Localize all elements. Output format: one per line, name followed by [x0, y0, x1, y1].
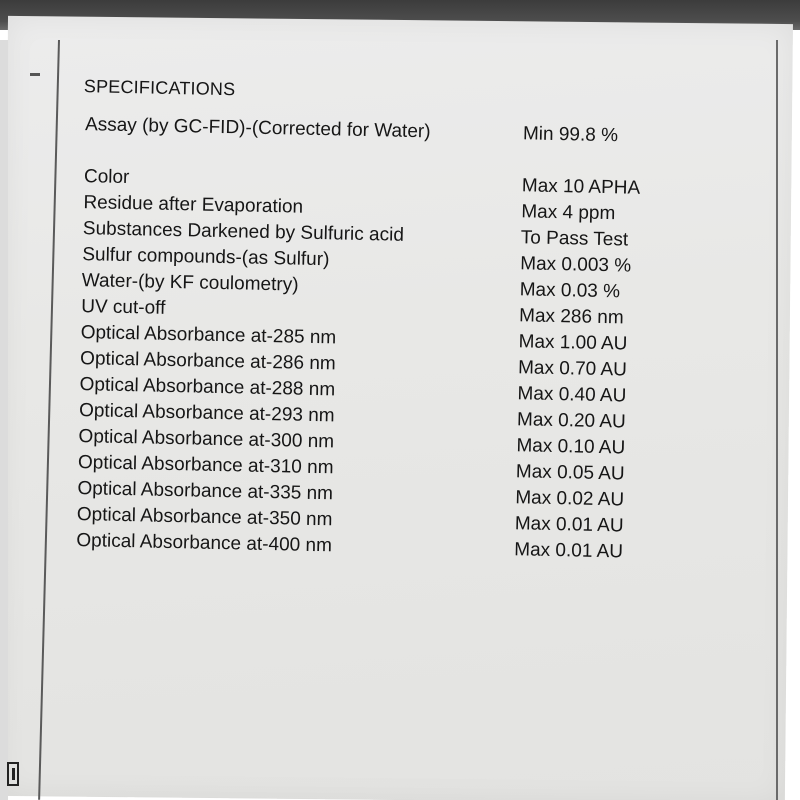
spec-value: Max 0.01 AU [514, 513, 624, 537]
spec-value: Max 286 nm [518, 305, 624, 329]
spec-value: Max 1.00 AU [518, 331, 628, 355]
spec-parameter: UV cut-off [81, 296, 166, 319]
spec-parameter: Color [83, 166, 130, 189]
spec-parameter: Assay (by GC-FID)-(Corrected for Water) [84, 114, 431, 143]
spec-parameter: Optical Absorbance at-310 nm [77, 452, 334, 479]
spec-value: Max 0.003 % [520, 253, 632, 277]
spec-parameter: Optical Absorbance at-288 nm [79, 374, 336, 401]
spec-parameter: Optical Absorbance at-286 nm [79, 348, 336, 375]
spec-value: To Pass Test [520, 227, 629, 251]
spec-value: Max 0.03 % [519, 279, 621, 303]
spec-value: Max 0.40 AU [517, 383, 627, 407]
spec-value: Max 0.20 AU [516, 409, 626, 433]
spec-row [85, 113, 765, 153]
spec-value: Max 0.02 AU [515, 487, 625, 511]
spec-value: Max 10 APHA [521, 175, 641, 199]
spec-value: Max 4 ppm [521, 201, 616, 225]
spec-parameter: Optical Absorbance at-350 nm [76, 504, 333, 531]
spec-parameter: Optical Absorbance at-285 nm [80, 322, 337, 349]
spec-parameter: Optical Absorbance at-335 nm [77, 478, 334, 505]
spec-value: Max 0.01 AU [514, 539, 624, 563]
page-title: SPECIFICATIONS [83, 76, 236, 100]
spec-parameter: Optical Absorbance at-293 nm [78, 400, 335, 427]
spec-value: Max 0.05 AU [515, 461, 625, 485]
spec-parameter: Water-(by KF coulometry) [81, 270, 299, 296]
spec-parameter: Substances Darkened by Sulfuric acid [82, 218, 405, 246]
spec-parameter: Optical Absorbance at-300 nm [78, 426, 335, 453]
spec-value: Max 0.10 AU [516, 435, 626, 459]
spec-parameter: Residue after Evaporation [83, 192, 304, 218]
spec-parameter: Sulfur compounds-(as Sulfur) [82, 244, 330, 271]
spec-value: Max 0.70 AU [517, 357, 628, 381]
spec-value: Min 99.8 % [522, 123, 619, 147]
spec-parameter: Optical Absorbance at-400 nm [76, 530, 333, 557]
